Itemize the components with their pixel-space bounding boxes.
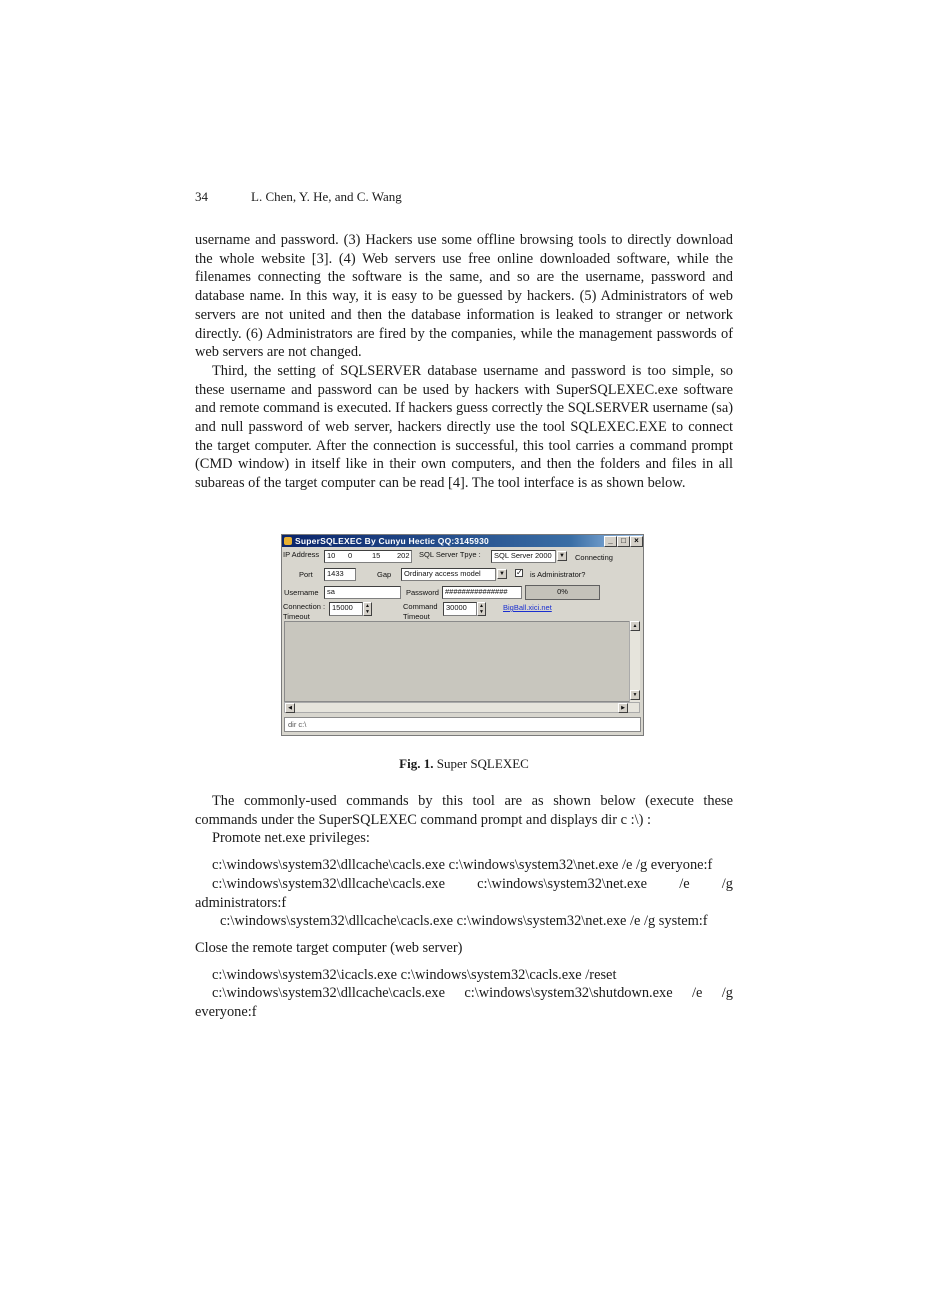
scroll-right-icon[interactable]: ▶ xyxy=(618,703,628,713)
is-admin-label: is Administrator? xyxy=(530,570,586,579)
connection-status: Connecting xyxy=(575,553,613,562)
gap-dropdown-icon[interactable]: ▼ xyxy=(497,569,507,579)
port-label: Port xyxy=(299,570,313,579)
gap-select[interactable] xyxy=(401,568,496,581)
command-line-4: c:\windows\system32\icacls.exe c:\windows\system32\cacls.exe /reset xyxy=(212,966,617,983)
sql-type-dropdown-icon[interactable]: ▼ xyxy=(557,551,567,561)
progress-bar xyxy=(525,585,600,600)
sql-type-value: SQL Server 2000 xyxy=(494,551,552,560)
scroll-up-icon[interactable]: ▲ xyxy=(630,621,640,631)
vertical-scrollbar[interactable] xyxy=(629,621,640,702)
horizontal-scrollbar[interactable] xyxy=(284,702,640,713)
command-input[interactable] xyxy=(284,717,641,732)
supersqlexec-window xyxy=(281,534,644,736)
username-input[interactable] xyxy=(324,586,401,599)
paragraph-4: Promote net.exe privileges: xyxy=(212,830,370,847)
authors: L. Chen, Y. He, and C. Wang xyxy=(251,189,402,204)
ip-octet-4: 202 xyxy=(397,551,410,560)
conn-timeout-spinner-icon[interactable]: ▲ ▼ xyxy=(363,602,372,616)
paragraph-3: The commonly-used commands by this tool are as shown below (execute these commands under the SuperSQLEXEC command prompt and displays dir c :\) : xyxy=(195,793,733,828)
ip-octet-1: 10 xyxy=(327,551,336,560)
page-number: 34 xyxy=(195,189,208,204)
command-line-3: c:\windows\system32\dllcache\cacls.exe c:\windows\system32\net.exe /e /g system:f xyxy=(220,913,708,930)
window-titlebar xyxy=(282,535,643,547)
is-admin-checkbox[interactable]: ✓ xyxy=(516,568,523,577)
output-area[interactable] xyxy=(284,621,630,702)
conn-timeout-label-2: Timeout xyxy=(283,612,310,621)
progress-value: 0% xyxy=(557,587,568,596)
command-input-value: dir c:\ xyxy=(288,720,307,729)
app-icon xyxy=(284,537,292,545)
body-text-top xyxy=(195,231,733,493)
command-line-1: c:\windows\system32\dllcache\cacls.exe c:\windows\system32\net.exe /e /g everyone:f xyxy=(212,857,713,874)
password-label: Password xyxy=(406,588,439,597)
paragraph-1: username and password. (3) Hackers use some offline browsing tools to directly download the whole website [3]. (4) Web servers use free online downloaded software, while the filenames connecting the software is the same, and so are the username, password and database name. In this way, it is easy to be guessed by hackers. (5) Administrators of web servers are not united and then the database information is leaked to stranger or network directly. (6) Administrators are fired by the companies, while the management passwords of web servers are not changed. xyxy=(195,232,733,361)
paragraph-2: Third, the setting of SQLSERVER database username and password is too simple, so these username and password can be used by hackers with SuperSQLEXEC.exe software and remote command is executed. If hackers guess correctly the SQLSERVER username (sa) and null password of web server, hackers directly use the tool SQLEXEC.EXE to connect the target computer. After the connection is successful, this tool carries a command prompt (CMD window) in itself like in their own computers, and then the folders and files in all subareas of the target computer can be read [4]. The tool interface is as shown below. xyxy=(195,362,733,492)
port-input[interactable] xyxy=(324,568,356,581)
ip-label: IP Address xyxy=(283,550,320,559)
cmd-timeout-label-2: Timeout xyxy=(403,612,430,621)
ip-octet-2: 0 xyxy=(348,551,353,560)
window-title: SuperSQLEXEC By Cunyu Hectic QQ:3145930 xyxy=(295,536,489,546)
sql-type-select[interactable] xyxy=(491,550,556,563)
minimize-button[interactable]: _ xyxy=(604,536,617,547)
username-value: sa xyxy=(327,587,335,596)
cmd-timeout-spinner-icon[interactable]: ▲ ▼ xyxy=(477,602,486,616)
website-link[interactable]: BigBall.xici.net xyxy=(503,603,552,612)
ip-octet-3: 15 xyxy=(372,551,381,560)
password-value: ############### xyxy=(445,587,508,596)
conn-timeout-input[interactable] xyxy=(329,602,363,616)
close-button[interactable]: × xyxy=(630,536,643,547)
conn-timeout-label: Connection : xyxy=(283,602,326,611)
figure-caption xyxy=(195,756,733,772)
gap-label: Gap xyxy=(377,570,392,579)
port-value: 1433 xyxy=(327,569,344,578)
command-line-5: c:\windows\system32\dllcache\cacls.exe c:\windows\system32\shutdown.exe /e /g everyone:f xyxy=(195,985,733,1021)
caption-text: Super SQLEXEC xyxy=(433,756,529,771)
command-line-2: c:\windows\system32\dllcache\cacls.exe c:\windows\system32\net.exe /e /g administrators:f xyxy=(195,875,733,911)
caption-label: Fig. 1. xyxy=(399,756,434,771)
running-header xyxy=(195,189,402,205)
cmd-timeout-value: 30000 xyxy=(446,603,467,612)
scroll-down-icon[interactable]: ▼ xyxy=(630,690,640,700)
cmd-timeout-label: Command xyxy=(403,602,438,611)
cmd-timeout-input[interactable] xyxy=(443,602,477,616)
username-label: Username xyxy=(284,588,319,597)
sql-type-label: SQL Server Tpye : xyxy=(419,550,481,559)
scroll-left-icon[interactable]: ◀ xyxy=(285,703,295,713)
conn-timeout-value: 15000 xyxy=(332,603,353,612)
gap-value: Ordinary access model xyxy=(404,569,481,578)
body-text-bottom xyxy=(195,792,733,1022)
password-input[interactable] xyxy=(442,586,522,599)
close-heading: Close the remote target computer (web server) xyxy=(195,939,463,956)
maximize-button[interactable]: □ xyxy=(617,536,630,547)
ip-input[interactable] xyxy=(324,550,412,563)
